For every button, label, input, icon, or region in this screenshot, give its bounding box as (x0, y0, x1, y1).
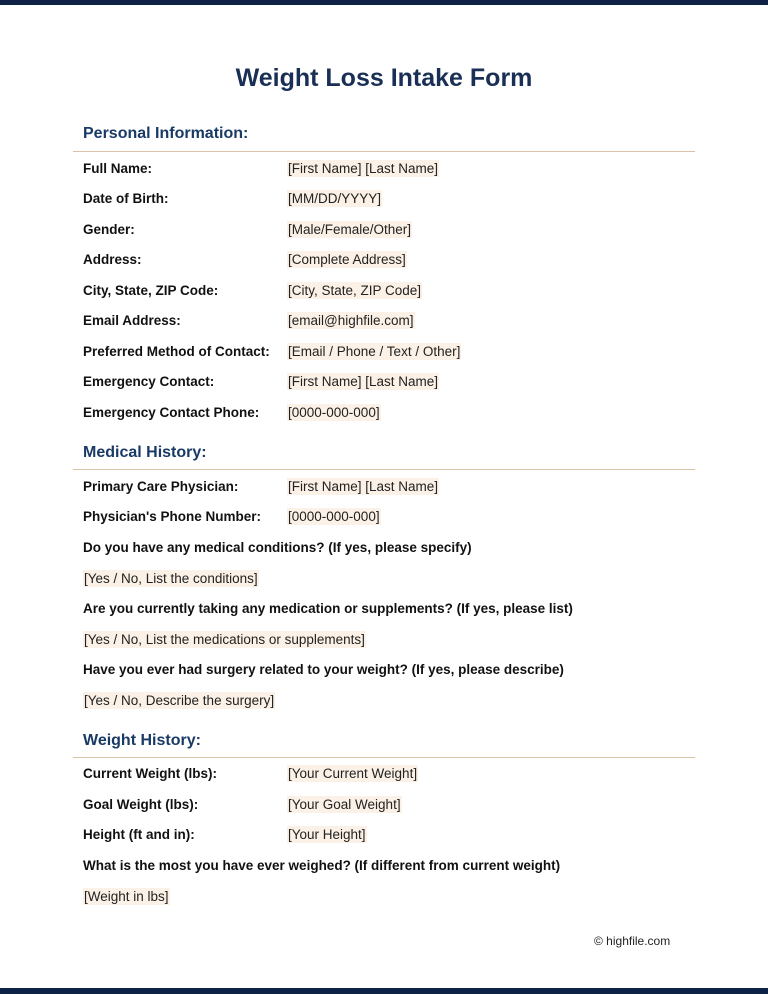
field-label: Height (ft and in): (83, 827, 195, 842)
physician-phone-field[interactable]: [0000-000-000] (288, 509, 380, 524)
address-field[interactable]: [Complete Address] (288, 252, 406, 267)
top-border-bar (0, 0, 768, 5)
physician-field[interactable]: [First Name] [Last Name] (288, 479, 439, 494)
conditions-answer-field[interactable]: [Yes / No, List the conditions] (84, 571, 258, 586)
section-divider (73, 151, 695, 152)
field-label: Gender: (83, 222, 135, 237)
section-divider (73, 469, 695, 470)
question-label: Have you ever had surgery related to your weight? (If yes, please describe) (83, 662, 564, 677)
field-label: Emergency Contact: (83, 374, 215, 389)
question-label: What is the most you have ever weighed? (If different from current weight) (83, 858, 561, 873)
page-title: Weight Loss Intake Form (235, 64, 533, 92)
date-of-birth-field[interactable]: [MM/DD/YYYY] (288, 191, 382, 206)
field-label: Physician's Phone Number: (83, 509, 262, 524)
field-label: City, State, ZIP Code: (83, 283, 219, 298)
field-label: Full Name: (83, 161, 153, 176)
gender-field[interactable]: [Male/Female/Other] (288, 222, 412, 237)
surgery-answer-field[interactable]: [Yes / No, Describe the surgery] (84, 693, 275, 708)
current-weight-field[interactable]: [Your Current Weight] (288, 766, 418, 781)
emergency-contact-field[interactable]: [First Name] [Last Name] (288, 374, 439, 389)
contact-method-field[interactable]: [Email / Phone / Text / Other] (288, 344, 461, 359)
city-state-zip-field[interactable]: [City, State, ZIP Code] (288, 283, 422, 298)
medications-answer-field[interactable]: [Yes / No, List the medications or supplements] (84, 632, 365, 647)
field-label: Goal Weight (lbs): (83, 797, 199, 812)
goal-weight-field[interactable]: [Your Goal Weight] (288, 797, 401, 812)
field-label: Emergency Contact Phone: (83, 405, 260, 420)
full-name-field[interactable]: [First Name] [Last Name] (288, 161, 439, 176)
field-label: Address: (83, 252, 142, 267)
field-label: Email Address: (83, 313, 181, 328)
max-weight-answer-field[interactable]: [Weight in lbs] (84, 889, 169, 904)
email-field[interactable]: [email@highfile.com] (288, 313, 414, 328)
question-label: Are you currently taking any medication or supplements? (If yes, please list) (83, 601, 573, 616)
question-label: Do you have any medical conditions? (If yes, please specify) (83, 540, 472, 555)
section-heading-personal: Personal Information: (83, 125, 249, 142)
field-label: Primary Care Physician: (83, 479, 239, 494)
section-divider (73, 757, 695, 758)
emergency-phone-field[interactable]: [0000-000-000] (288, 405, 380, 420)
section-heading-medical: Medical History: (83, 444, 207, 461)
section-heading-weight: Weight History: (83, 732, 201, 749)
bottom-border-bar (0, 988, 768, 994)
height-field[interactable]: [Your Height] (288, 827, 366, 842)
field-label: Preferred Method of Contact: (83, 344, 270, 359)
field-label: Current Weight (lbs): (83, 766, 217, 781)
field-label: Date of Birth: (83, 191, 169, 206)
footer-copyright: © highfile.com (594, 934, 671, 948)
